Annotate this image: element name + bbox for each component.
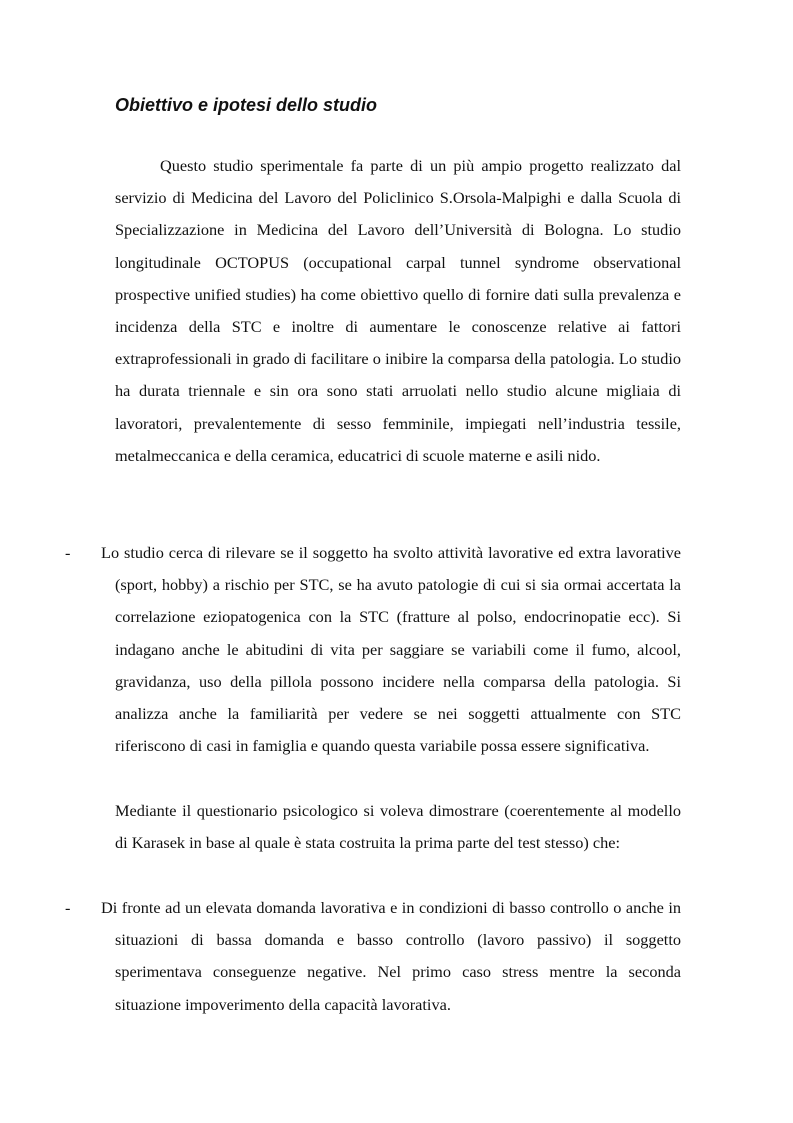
list-dash: - [65, 898, 71, 917]
list-item-karasek [65, 892, 681, 1021]
section-heading: Obiettivo e ipotesi dello studio [115, 95, 378, 115]
questionnaire-paragraph: Mediante il questionario psicologico si voleva dimostrare (coerentemente al modello di Karasek in base al quale è stata costruita la prima parte del test stesso) che: [115, 801, 681, 853]
list-item-lifestyle [65, 537, 681, 762]
list-item-text: Lo studio cerca di rilevare se il soggetto ha svolto attività lavorative ed extra lavorative (sport, hobby) a rischio per STC, se ha avuto patologie di cui si sia ormai accertata la correlazione eziopatogenica con la STC (fratture al polso, endocrinopatie ecc). Si indagano anche le abitudini di vita per saggiare se variabili come il fumo, alcool, gravidanza, uso della pillola possono incidere nella comparsa della patologia. Si analizza anche la familiarità per vedere se nei soggetti attualmente con STC riferiscono di casi in famiglia e quando questa variabile possa essere significativa. [101, 543, 681, 756]
intro-paragraph: Questo studio sperimentale fa parte di un più ampio progetto realizzato dal servizio di Medicina del Lavoro del Policlinico S.Orsola-Malpighi e dalla Scuola di Specializzazione in Medicina del Lavoro dell’Università di Bologna. Lo studio longitudinale OCTOPUS (occupational carpal tunnel syndrome observational prospective unified studies) ha come obiettivo quello di fornire dati sulla prevalenza e incidenza della STC e inoltre di aumentare le conoscenze relative ai fattori extraprofessionali in grado di facilitare o inibire la comparsa della patologia. Lo studio ha durata triennale e sin ora sono stati arruolati nello studio alcune migliaia di lavoratori, prevalentemente di sesso femminile, impiegati nell’industria tessile, metalmeccanica e della ceramica, educatrici di scuole materne e asili nido. [115, 156, 681, 465]
list-dash: - [65, 543, 71, 562]
list-item-text: Di fronte ad un elevata domanda lavorativa e in condizioni di basso controllo o anche in situazioni di bassa domanda e basso controllo (lavoro passivo) il soggetto sperimentava conseguenze negative. Nel primo caso stress mentre la seconda situazione impoverimento della capacità lavorativa. [101, 898, 681, 1014]
